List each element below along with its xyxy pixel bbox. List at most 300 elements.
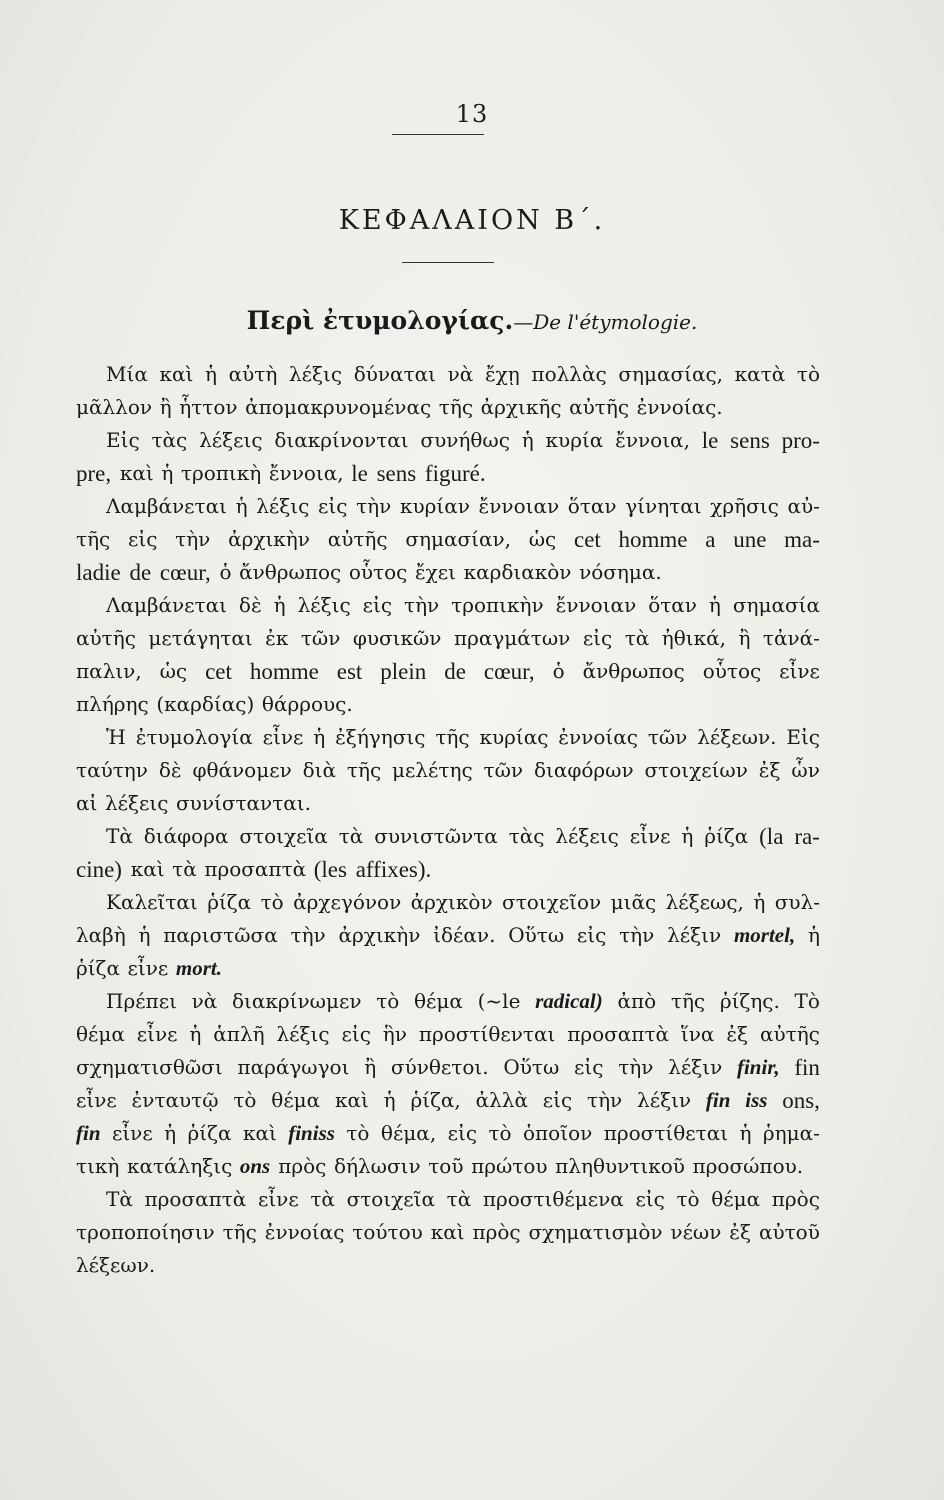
word: καὶ	[242, 1121, 277, 1145]
word: ἡ	[235, 494, 248, 518]
word: αὐτὴ	[228, 362, 278, 386]
word: ἀλλὰ	[475, 1088, 528, 1112]
word: αὐτῆς	[569, 395, 630, 419]
word: παριστῶσα	[163, 923, 278, 947]
word: figuré.	[424, 461, 486, 486]
text-line	[76, 556, 820, 589]
word: αὐτῆς	[76, 626, 136, 650]
word: θέμα	[76, 1022, 125, 1046]
word: τῆς	[435, 725, 470, 749]
word: le	[701, 428, 719, 453]
word: αὐτῆς	[327, 527, 388, 551]
word: de	[129, 560, 152, 585]
word: λέξεως,	[665, 890, 744, 914]
word: ἣν	[382, 1022, 407, 1046]
word: πρὸς	[472, 1220, 521, 1244]
word: λέξις	[288, 362, 343, 386]
word: κυρίαν	[399, 494, 470, 518]
word: Τὰ	[106, 824, 133, 848]
word: καὶ	[130, 857, 165, 881]
word: τὸ	[260, 890, 284, 914]
word: εἰς	[574, 1055, 604, 1079]
word: τῶν	[647, 725, 688, 749]
word: πρώτου	[471, 1154, 548, 1178]
word: σημασίαν,	[405, 527, 511, 551]
word: λέξιν	[637, 1088, 692, 1112]
word: λέξεις	[555, 824, 619, 848]
text-line	[76, 523, 820, 556]
word: τὴν	[619, 923, 655, 947]
word: Τὰ	[106, 1187, 133, 1211]
word: ἡ	[204, 362, 217, 386]
word: πραγμάτων	[453, 626, 571, 650]
word: τῆς	[76, 527, 111, 551]
word: αὐ-	[787, 494, 820, 518]
word: ladie	[76, 560, 121, 585]
word: εἰς	[318, 494, 348, 518]
word: προσώπου.	[692, 1154, 804, 1178]
word: κατάληξις	[126, 1154, 233, 1178]
word: προσαπτὰ	[144, 1187, 247, 1211]
word: ἐννοίας	[264, 1220, 345, 1244]
word: cœur,	[483, 659, 535, 684]
word: Πρέπει	[106, 989, 177, 1013]
body-text	[76, 358, 820, 1282]
word: Εἰς	[106, 428, 140, 452]
word: homme	[249, 659, 319, 684]
word: finiss	[288, 1121, 335, 1145]
word: τὰ	[172, 857, 197, 881]
word: ἢ	[738, 626, 751, 650]
word: στοιχεῖα	[239, 824, 328, 848]
word: cet	[205, 659, 232, 684]
word: τὴν	[175, 527, 211, 551]
word: προσαπτὰ	[204, 857, 307, 881]
word: est	[336, 659, 363, 684]
word: ἀρχικὴν	[228, 527, 310, 551]
word: ἔχῃ	[484, 362, 520, 386]
word: ῥίζα	[187, 1121, 232, 1145]
word: οὗτος	[348, 560, 408, 584]
word: τὰ	[338, 824, 364, 848]
word: ἀπομακρυνομένας	[245, 395, 432, 419]
page-number: 13	[455, 100, 489, 128]
word: ra-	[794, 824, 820, 849]
word: ἡ	[383, 1088, 396, 1112]
word: ἐκ	[265, 626, 289, 650]
text-line	[76, 820, 820, 853]
word: mortel,	[733, 923, 796, 947]
word: στοιχεῖον	[502, 890, 602, 914]
word: Οὕτω	[508, 923, 565, 947]
divider-chapter	[402, 262, 494, 263]
word: mort.	[175, 956, 222, 980]
word: θέμα	[414, 989, 463, 1013]
text-line	[76, 424, 820, 457]
word: διακρίνονται	[274, 428, 409, 452]
word: (les	[313, 857, 347, 882]
word: κυρίας	[479, 725, 549, 749]
text-line	[76, 1051, 820, 1084]
word: Καλεῖται	[106, 890, 198, 914]
word: fin	[794, 1055, 820, 1080]
word: radical)	[535, 989, 603, 1013]
word: πολλὰς	[531, 362, 607, 386]
text-line	[76, 1117, 820, 1150]
word: ἄνθρωπος	[239, 560, 342, 584]
word: ἐτυμολογία	[135, 725, 253, 749]
word: (καρδίας)	[156, 692, 255, 716]
word: εἶνε	[127, 956, 169, 980]
text-line	[76, 688, 820, 721]
word: θέμα,	[380, 1121, 437, 1145]
text-line	[76, 457, 820, 490]
word: προστίθενται	[418, 1022, 556, 1046]
word: τὸ	[676, 1187, 700, 1211]
word: ὡς	[528, 527, 557, 551]
word: καρδιακὸν	[463, 560, 572, 584]
section-title-greek: Περὶ ἐτυμολογίας.	[246, 306, 514, 335]
word: cine)	[76, 857, 122, 882]
word: διακρίνωμεν	[232, 989, 362, 1013]
word: τροπικὴ	[180, 461, 262, 485]
word: ἔχει	[414, 560, 457, 584]
word: λέξιν	[668, 1055, 723, 1079]
word: Μία	[106, 362, 148, 386]
word: ἵνα	[680, 1022, 715, 1046]
word: νέων	[670, 1220, 722, 1244]
word: ἡ	[161, 461, 174, 485]
word: χρῆσις	[710, 494, 779, 518]
word: εἰς	[127, 527, 158, 551]
word: δὲ	[158, 758, 182, 782]
text-line	[76, 853, 820, 886]
word: τὴν	[404, 593, 440, 617]
text-line	[76, 1084, 820, 1117]
word: σχηματισθῶσι	[76, 1055, 223, 1079]
word: ἡ	[708, 593, 721, 617]
word: pro-	[781, 428, 820, 453]
word: συνήθως	[420, 428, 510, 452]
word: ὁποῖον	[523, 1121, 593, 1145]
word: τἀνά-	[762, 626, 820, 650]
word: τῆς	[346, 758, 382, 782]
word: τὰ	[310, 1187, 335, 1211]
word: ῥίζα	[76, 956, 120, 980]
word: γίνηται	[625, 494, 702, 518]
word: δήλωσιν	[333, 1154, 421, 1178]
word: τὸ	[376, 989, 400, 1013]
word: ἐννοίας	[558, 725, 638, 749]
word: homme	[618, 527, 688, 552]
word: ἐννοίας.	[636, 395, 723, 419]
word: ma-	[784, 527, 820, 552]
word: ἀρχικὴν	[338, 923, 421, 947]
word: ἐξ	[758, 758, 781, 782]
word: νόσημα.	[579, 560, 662, 584]
word: sens	[376, 461, 417, 486]
word: τῶν	[483, 758, 524, 782]
word: φυσικῶν	[352, 626, 442, 650]
word: ἢ	[159, 395, 172, 419]
text-line	[76, 787, 820, 820]
word: εἰς	[542, 1088, 573, 1112]
word: τῶν	[300, 626, 341, 650]
word: (la	[759, 824, 784, 849]
word: ῥίζα,	[410, 1088, 461, 1112]
word: une	[733, 527, 767, 552]
word: τὸ	[796, 362, 820, 386]
word: τροπικὴν	[451, 593, 544, 617]
word: προσαπτὰ	[567, 1022, 670, 1046]
text-line	[76, 1018, 820, 1051]
text-line	[76, 358, 820, 391]
word: ἀρχεγόνον	[293, 890, 402, 914]
word: θέμα	[711, 1187, 761, 1211]
word: δὲ	[238, 593, 262, 617]
word: διαφόρων	[533, 758, 634, 782]
text-line	[76, 1150, 820, 1183]
word: Ἡ	[106, 725, 126, 749]
section-title	[0, 306, 944, 335]
word: a	[705, 527, 716, 552]
word: παράγωγοι	[237, 1055, 350, 1079]
word: τικὴ	[76, 1154, 120, 1178]
word: συνιστῶντα	[374, 824, 498, 848]
word: sens	[730, 428, 770, 453]
text-line	[76, 1249, 820, 1282]
section-title-french: —De l'étymologie.	[513, 310, 698, 334]
word: ἡ	[189, 1022, 202, 1046]
word: ἔννοια,	[615, 428, 690, 452]
word: ons,	[782, 1088, 820, 1113]
text-line	[76, 919, 820, 952]
word: τὰ	[624, 626, 650, 650]
word: μετάγηται	[148, 626, 253, 650]
word: κατὰ	[734, 362, 786, 386]
word: ὁ	[219, 560, 232, 584]
word: ῥίζα	[207, 890, 252, 914]
word: εἶνε	[136, 1022, 178, 1046]
word: τὴν	[356, 494, 392, 518]
word: Λαμβάνεται	[106, 593, 227, 617]
word: εἰς	[576, 923, 607, 947]
word: cet	[573, 527, 601, 552]
text-line	[76, 655, 820, 688]
word: ἁπλῆ	[213, 1022, 265, 1046]
word: λέξιν	[667, 923, 722, 947]
word: εἰς	[447, 1121, 478, 1145]
word: ἡ	[313, 725, 326, 749]
word: προστίθεται	[603, 1121, 729, 1145]
word: τῆς	[438, 395, 474, 419]
word: ἄνθρωπος	[582, 659, 685, 683]
word: τὸ	[346, 1121, 370, 1145]
word: ῥίζης.	[719, 989, 780, 1013]
word: τὴν	[618, 1055, 654, 1079]
word: τὸ	[488, 1121, 512, 1145]
word: ἡ	[273, 593, 286, 617]
word: τὸ	[233, 1088, 257, 1112]
word: (~le	[477, 989, 521, 1013]
word: τὰ	[446, 1187, 472, 1211]
word: λέξις	[256, 494, 310, 518]
word: τοῦ	[428, 1154, 464, 1178]
chapter-title: ΚΕΦΑΛΑΙΟΝ Β΄.	[338, 205, 606, 237]
word: iss	[745, 1088, 768, 1112]
word: ὅταν	[648, 593, 697, 617]
word: fin	[76, 1121, 101, 1145]
word: λέξεις	[199, 428, 263, 452]
word: συνίστανται.	[176, 791, 311, 815]
word: καὶ	[119, 461, 154, 485]
text-line	[76, 754, 820, 787]
word: νὰ	[447, 362, 474, 386]
word: ἀρχικῆς	[480, 395, 562, 419]
word: ἀπὸ	[617, 989, 657, 1013]
word: le	[351, 461, 368, 486]
word: ὧν	[791, 758, 820, 782]
word: σχηματισμὸν	[528, 1220, 663, 1244]
word: finir,	[736, 1055, 780, 1079]
word: εἶνε	[262, 725, 304, 749]
word: λέξεων.	[697, 725, 777, 749]
word: plein	[380, 659, 427, 684]
word: ἀρχικὸν	[410, 890, 493, 914]
word: pre,	[76, 461, 112, 486]
word: Οὕτω	[503, 1055, 560, 1079]
word: εἰς	[362, 593, 393, 617]
word: λαβὴ	[76, 923, 126, 947]
word: τῆς	[222, 1220, 257, 1244]
word: ὡς	[159, 659, 188, 683]
word: ὅταν	[567, 494, 617, 518]
word: αὐτῆς	[759, 1022, 820, 1046]
word: προστιθέμενα	[482, 1187, 624, 1211]
word: εἶνε	[76, 1088, 117, 1112]
word: κυρία	[545, 428, 604, 452]
word: εἰς	[582, 626, 613, 650]
word: ἡ	[753, 890, 766, 914]
word: φθάνομεν	[192, 758, 292, 782]
word: τὴν	[290, 923, 326, 947]
word: ἰδέαν.	[433, 923, 496, 947]
word: αἱ	[76, 791, 98, 815]
word: Εἰς	[786, 725, 820, 749]
word: θέμα	[271, 1088, 321, 1112]
word: συλ-	[774, 890, 820, 914]
word: μιᾶς	[610, 890, 657, 914]
word: ἐξ	[729, 1220, 752, 1244]
text-line	[76, 490, 820, 523]
word: ἔννοια,	[268, 461, 344, 485]
word: affixes).	[355, 857, 432, 882]
text-line	[76, 886, 820, 919]
word: ἡ	[681, 824, 694, 848]
word: τὴν	[587, 1088, 623, 1112]
word: ἡ	[521, 428, 534, 452]
word: ἡ	[807, 923, 820, 947]
word: λέξεις	[104, 791, 169, 815]
text-line	[76, 1216, 820, 1249]
word: στοιχεῖα	[346, 1187, 435, 1211]
word: διὰ	[302, 758, 337, 782]
word: σημασίας,	[618, 362, 724, 386]
word: τροποποίησιν	[76, 1220, 215, 1244]
word: οὗτος	[702, 659, 762, 683]
text-line	[76, 622, 820, 655]
word: ἔννοιαν	[555, 593, 637, 617]
word: λέξις	[276, 1022, 330, 1046]
word: ἡ	[739, 1121, 752, 1145]
word: ἐξ	[726, 1022, 749, 1046]
word: de	[444, 659, 466, 684]
word: εἶνε	[779, 659, 820, 683]
word: ἐξήγησις	[335, 725, 426, 749]
word: cœur,	[159, 560, 211, 585]
word: τὰς	[151, 428, 188, 452]
word: σύνθετοι.	[390, 1055, 489, 1079]
text-line	[76, 1183, 820, 1216]
word: καὶ	[430, 1220, 465, 1244]
word: ἔννοιαν	[478, 494, 560, 518]
word: λέξις	[297, 593, 351, 617]
word: αὐτοῦ	[758, 1220, 820, 1244]
word: τῆς	[670, 989, 706, 1013]
word: ἡ	[164, 1121, 177, 1145]
word: ἧττον	[179, 395, 238, 419]
word: τὰς	[508, 824, 545, 848]
word: τούτου	[352, 1220, 423, 1244]
word: πρὸς	[278, 1154, 327, 1178]
word: ἐνταυτῷ	[131, 1088, 219, 1112]
word: πλήρης	[76, 692, 149, 716]
word: δύναται	[353, 362, 436, 386]
word: πληθυντικοῦ	[555, 1154, 685, 1178]
text-line	[76, 589, 820, 622]
word: σημασία	[732, 593, 820, 617]
text-line	[76, 391, 820, 424]
word: Τὸ	[794, 989, 820, 1013]
word: θάρρους.	[261, 692, 353, 716]
text-line	[76, 952, 820, 985]
word: νὰ	[191, 989, 218, 1013]
word: εἰς	[341, 1022, 371, 1046]
word: μᾶλλον	[76, 395, 153, 419]
word: ὁ	[552, 659, 565, 683]
word: στοιχείων	[644, 758, 748, 782]
word: ῥημα-	[762, 1121, 820, 1145]
word: μελέτης	[392, 758, 473, 782]
word: Λαμβάνεται	[106, 494, 227, 518]
word: ἡ	[138, 923, 151, 947]
word: πρὸς	[771, 1187, 820, 1211]
divider-top	[392, 134, 484, 135]
word: καὶ	[159, 362, 194, 386]
text-line	[76, 721, 820, 754]
word: διάφορα	[143, 824, 229, 848]
word: ons	[239, 1154, 271, 1178]
word: λέξεων.	[76, 1253, 156, 1277]
word: καὶ	[335, 1088, 369, 1112]
word: εἶνε	[629, 824, 671, 848]
word: fin	[705, 1088, 731, 1112]
text-line	[76, 985, 820, 1018]
word: εἶνε	[257, 1187, 299, 1211]
word: ἠθικά,	[661, 626, 726, 650]
word: ῥίζα	[704, 824, 749, 848]
word: ταύτην	[76, 758, 148, 782]
